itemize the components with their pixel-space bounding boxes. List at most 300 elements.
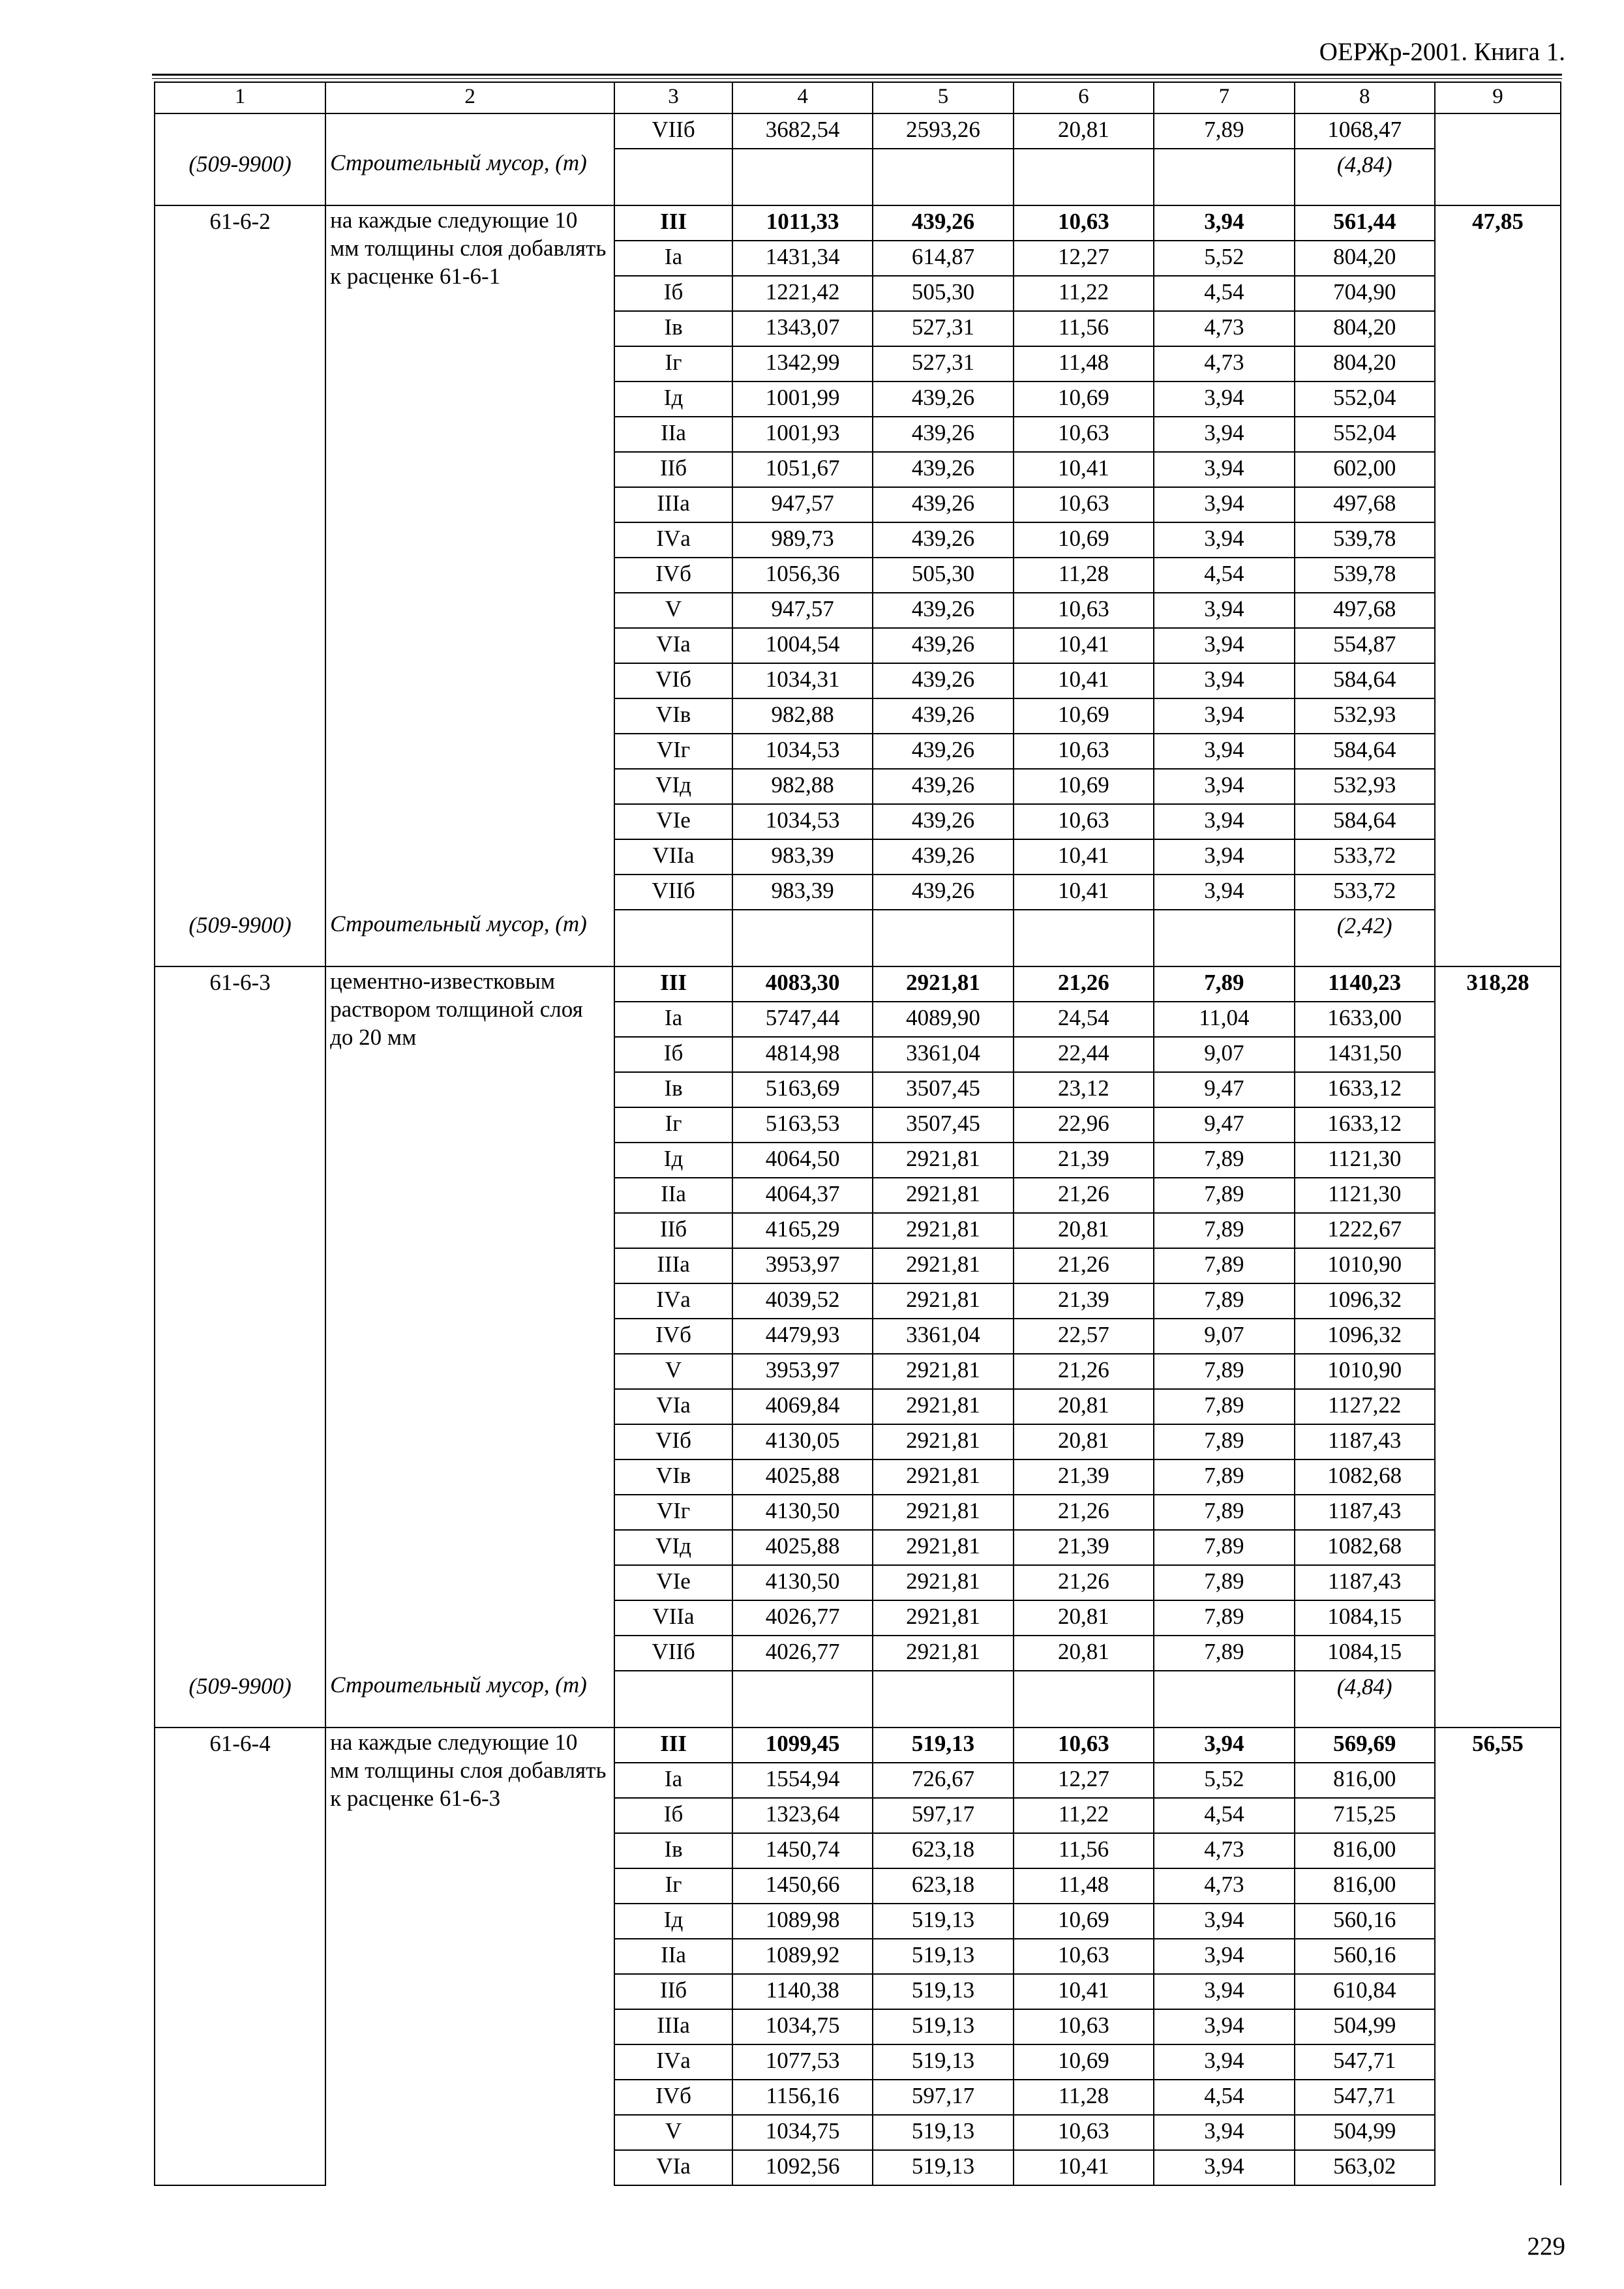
- value-cell: 1096,32: [1295, 1319, 1435, 1354]
- column-number: 5: [873, 82, 1013, 113]
- value-cell: 2921,81: [873, 1565, 1013, 1600]
- value-cell: 4064,50: [732, 1143, 873, 1178]
- zone-cell: Iв: [614, 1833, 732, 1868]
- value-cell: 4130,50: [732, 1565, 873, 1600]
- rate-code: 61-6-3: [155, 966, 325, 1002]
- debris-name: Строительный мусор, (т): [325, 149, 614, 205]
- value-cell: 1004,54: [732, 628, 873, 663]
- value-cell: 4064,37: [732, 1178, 873, 1213]
- value-cell: 7,89: [1154, 1143, 1294, 1178]
- rate-code: 61-6-4: [155, 1728, 325, 1763]
- value-cell: 5,52: [1154, 1763, 1294, 1798]
- value-cell: 10,41: [1014, 1974, 1154, 2009]
- zone-cell: Iг: [614, 1107, 732, 1143]
- value-cell: 4026,77: [732, 1600, 873, 1636]
- value-cell: 3361,04: [873, 1319, 1013, 1354]
- col9-cell: [1435, 910, 1561, 966]
- value-cell: 1011,33: [732, 205, 873, 241]
- value-cell: 21,26: [1014, 1248, 1154, 1283]
- value-cell: 7,89: [1154, 1565, 1294, 1600]
- rates-table-body: [155, 82, 1561, 2185]
- value-cell: 10,69: [1014, 522, 1154, 558]
- value-cell: 983,39: [732, 839, 873, 875]
- value-cell: 3,94: [1154, 487, 1294, 522]
- value-cell: 20,81: [1014, 1600, 1154, 1636]
- code-cell: [155, 1565, 325, 1600]
- zone-cell: Iа: [614, 241, 732, 276]
- zone-cell: VIв: [614, 1459, 732, 1495]
- value-cell: 2921,81: [873, 1424, 1013, 1459]
- document-header: ОЕРЖр-2001. Книга 1.: [1319, 38, 1565, 66]
- value-cell: 519,13: [873, 2009, 1013, 2044]
- code-cell: [155, 1283, 325, 1319]
- code-cell: [155, 2115, 325, 2150]
- zone-cell: V: [614, 2115, 732, 2150]
- value-cell: 21,26: [1014, 1565, 1154, 1600]
- value-cell: 10,63: [1014, 1728, 1154, 1763]
- value-cell: 3,94: [1154, 1904, 1294, 1939]
- value-cell: 1089,92: [732, 1939, 873, 1974]
- debris-code: (509-9900): [155, 149, 325, 205]
- value-cell: 7,89: [1154, 1354, 1294, 1389]
- value-cell: 11,28: [1014, 558, 1154, 593]
- value-cell: 439,26: [873, 522, 1013, 558]
- value-cell: 1187,43: [1295, 1495, 1435, 1530]
- value-cell: 2593,26: [873, 113, 1013, 149]
- value-cell: 1121,30: [1295, 1178, 1435, 1213]
- value-cell: 1077,53: [732, 2044, 873, 2080]
- value-cell: 11,04: [1154, 1002, 1294, 1037]
- value-cell: 983,39: [732, 875, 873, 910]
- value-cell: 3,94: [1154, 2044, 1294, 2080]
- value-cell: 3507,45: [873, 1072, 1013, 1107]
- value-cell: 804,20: [1295, 346, 1435, 382]
- debris-row: [155, 910, 1561, 966]
- value-cell: 2921,81: [873, 1530, 1013, 1565]
- value-cell: 584,64: [1295, 734, 1435, 769]
- code-cell: [155, 1495, 325, 1530]
- code-cell: [155, 1424, 325, 1459]
- zone-cell: Iб: [614, 1798, 732, 1833]
- value-cell: 982,88: [732, 769, 873, 804]
- zone-cell: Iд: [614, 382, 732, 417]
- code-cell: [155, 452, 325, 487]
- value-cell: 554,87: [1295, 628, 1435, 663]
- value-cell: 439,26: [873, 839, 1013, 875]
- zone-cell: VIе: [614, 804, 732, 839]
- value-cell: 11,28: [1014, 2080, 1154, 2115]
- value-cell: 21,26: [1014, 966, 1154, 1002]
- code-cell: [155, 593, 325, 628]
- value-cell: 7,89: [1154, 1636, 1294, 1671]
- value-cell: 4025,88: [732, 1530, 873, 1565]
- value-cell: 2921,81: [873, 966, 1013, 1002]
- value-cell: 527,31: [873, 346, 1013, 382]
- value-cell: 614,87: [873, 241, 1013, 276]
- code-cell: [155, 2150, 325, 2185]
- value-cell: 561,44: [1295, 205, 1435, 241]
- value-cell: 21,39: [1014, 1283, 1154, 1319]
- code-cell: [155, 804, 325, 839]
- value-cell: 4083,30: [732, 966, 873, 1002]
- zone-cell: IIIа: [614, 1248, 732, 1283]
- value-cell: 3,94: [1154, 769, 1294, 804]
- value-cell: 20,81: [1014, 1424, 1154, 1459]
- zone-cell: VIг: [614, 1495, 732, 1530]
- code-cell: [155, 1389, 325, 1424]
- value-cell: 1068,47: [1295, 113, 1435, 149]
- value-cell: 4,54: [1154, 2080, 1294, 2115]
- zone-cell: IVа: [614, 522, 732, 558]
- zone-cell: IIа: [614, 417, 732, 452]
- value-cell: 1010,90: [1295, 1354, 1435, 1389]
- value-cell: 439,26: [873, 769, 1013, 804]
- value-cell: 3682,54: [732, 113, 873, 149]
- zone-cell: V: [614, 1354, 732, 1389]
- value-cell: 804,20: [1295, 311, 1435, 346]
- code-cell: [155, 769, 325, 804]
- value-cell: 10,41: [1014, 839, 1154, 875]
- value-cell: 3,94: [1154, 2009, 1294, 2044]
- value-cell: 1001,99: [732, 382, 873, 417]
- value-cell: 10,69: [1014, 698, 1154, 734]
- value-cell: 532,93: [1295, 769, 1435, 804]
- page-number: 229: [1527, 2232, 1565, 2260]
- column-number-row: [155, 82, 1561, 113]
- value-cell: 2921,81: [873, 1459, 1013, 1495]
- value-cell: 5,52: [1154, 241, 1294, 276]
- value-cell: 3507,45: [873, 1107, 1013, 1143]
- value-cell: 3,94: [1154, 875, 1294, 910]
- value-cell: 623,18: [873, 1833, 1013, 1868]
- zone-cell: III: [614, 966, 732, 1002]
- code-cell: [155, 1072, 325, 1107]
- value-cell: 519,13: [873, 1974, 1013, 2009]
- value-cell: 2921,81: [873, 1354, 1013, 1389]
- value-cell: 505,30: [873, 558, 1013, 593]
- zone-cell: VIд: [614, 769, 732, 804]
- value-cell: 947,57: [732, 487, 873, 522]
- value-cell: 584,64: [1295, 804, 1435, 839]
- value-cell: 10,41: [1014, 663, 1154, 698]
- value-cell: 1121,30: [1295, 1143, 1435, 1178]
- value-cell: 7,89: [1154, 1530, 1294, 1565]
- value-cell: 569,69: [1295, 1728, 1435, 1763]
- value-cell: 3,94: [1154, 593, 1294, 628]
- code-cell: [155, 311, 325, 346]
- debris-amount: (2,42): [1295, 910, 1435, 966]
- empty-cell: [1154, 1671, 1294, 1728]
- code-cell: [155, 1002, 325, 1037]
- column-number: 4: [732, 82, 873, 113]
- value-cell: 2921,81: [873, 1248, 1013, 1283]
- value-cell: 5747,44: [732, 1002, 873, 1037]
- zone-cell: VIг: [614, 734, 732, 769]
- code-cell: [155, 346, 325, 382]
- header-rule-thin: [152, 78, 1562, 79]
- value-cell: 4,73: [1154, 1833, 1294, 1868]
- value-cell: 9,07: [1154, 1319, 1294, 1354]
- value-cell: 23,12: [1014, 1072, 1154, 1107]
- value-cell: 816,00: [1295, 1868, 1435, 1904]
- description-cell: [325, 113, 614, 149]
- debris-amount: (4,84): [1295, 1671, 1435, 1728]
- code-cell: [155, 734, 325, 769]
- value-cell: 4130,05: [732, 1424, 873, 1459]
- code-cell: [155, 487, 325, 522]
- value-cell: 1140,38: [732, 1974, 873, 2009]
- column-number: 1: [155, 82, 325, 113]
- zone-cell: IIIа: [614, 487, 732, 522]
- value-cell: 1082,68: [1295, 1459, 1435, 1495]
- code-cell: [155, 113, 325, 149]
- code-cell: [155, 1178, 325, 1213]
- value-cell: 4025,88: [732, 1459, 873, 1495]
- value-cell: 1140,23: [1295, 966, 1435, 1002]
- value-cell: 497,68: [1295, 487, 1435, 522]
- value-cell: 519,13: [873, 1728, 1013, 1763]
- value-cell: 5163,69: [732, 1072, 873, 1107]
- zone-cell: Iв: [614, 311, 732, 346]
- debris-amount: (4,84): [1295, 149, 1435, 205]
- col9-cell: [1435, 149, 1561, 205]
- debris-row: [155, 149, 1561, 205]
- value-cell: 4130,50: [732, 1495, 873, 1530]
- value-cell: 439,26: [873, 663, 1013, 698]
- value-cell: 9,07: [1154, 1037, 1294, 1072]
- value-cell: 20,81: [1014, 1213, 1154, 1248]
- value-cell: 439,26: [873, 804, 1013, 839]
- value-cell: 1034,53: [732, 734, 873, 769]
- value-cell: 610,84: [1295, 1974, 1435, 2009]
- code-cell: [155, 1530, 325, 1565]
- value-cell: 1034,53: [732, 804, 873, 839]
- column-number: 6: [1014, 82, 1154, 113]
- value-cell: 1221,42: [732, 276, 873, 311]
- code-cell: [155, 241, 325, 276]
- value-cell: 2921,81: [873, 1178, 1013, 1213]
- debris-code: (509-9900): [155, 1671, 325, 1728]
- zone-cell: Iд: [614, 1143, 732, 1178]
- zone-cell: VIд: [614, 1530, 732, 1565]
- code-cell: [155, 1939, 325, 1974]
- value-cell: 4,54: [1154, 276, 1294, 311]
- value-cell: 1096,32: [1295, 1283, 1435, 1319]
- value-cell: 497,68: [1295, 593, 1435, 628]
- zone-cell: III: [614, 1728, 732, 1763]
- value-cell: 10,69: [1014, 382, 1154, 417]
- value-cell: 10,63: [1014, 1939, 1154, 1974]
- value-cell: 4,54: [1154, 1798, 1294, 1833]
- code-cell: [155, 1354, 325, 1389]
- value-cell: 1127,22: [1295, 1389, 1435, 1424]
- zone-cell: IVб: [614, 2080, 732, 2115]
- value-cell: 726,67: [873, 1763, 1013, 1798]
- value-cell: 2921,81: [873, 1213, 1013, 1248]
- zone-cell: VIв: [614, 698, 732, 734]
- value-cell: 547,71: [1295, 2080, 1435, 2115]
- col9-cell: [1435, 113, 1561, 149]
- zone-cell: IVб: [614, 558, 732, 593]
- value-cell: 2921,81: [873, 1283, 1013, 1319]
- value-cell: 519,13: [873, 1904, 1013, 1939]
- value-cell: 1082,68: [1295, 1530, 1435, 1565]
- code-cell: [155, 628, 325, 663]
- value-cell: 7,89: [1154, 1495, 1294, 1530]
- value-cell: 533,72: [1295, 875, 1435, 910]
- value-cell: 11,56: [1014, 1833, 1154, 1868]
- value-cell: 505,30: [873, 276, 1013, 311]
- zone-cell: IVа: [614, 1283, 732, 1319]
- value-cell: 3,94: [1154, 839, 1294, 875]
- value-cell: 20,81: [1014, 1636, 1154, 1671]
- value-cell: 1222,67: [1295, 1213, 1435, 1248]
- value-cell: 1633,12: [1295, 1107, 1435, 1143]
- code-cell: [155, 1459, 325, 1495]
- value-cell: 1051,67: [732, 452, 873, 487]
- column-number: 9: [1435, 82, 1561, 113]
- value-cell: 1450,74: [732, 1833, 873, 1868]
- value-cell: 1084,15: [1295, 1600, 1435, 1636]
- value-cell: 704,90: [1295, 276, 1435, 311]
- value-cell: 1089,98: [732, 1904, 873, 1939]
- value-cell: 597,17: [873, 1798, 1013, 1833]
- value-cell: 1187,43: [1295, 1424, 1435, 1459]
- value-cell: 22,44: [1014, 1037, 1154, 1072]
- value-cell: 552,04: [1295, 382, 1435, 417]
- zone-cell: VIа: [614, 628, 732, 663]
- value-cell: 10,69: [1014, 769, 1154, 804]
- rate-description: цементно-известковым раствором толщиной слоя до 20 мм: [325, 966, 614, 1671]
- empty-cell: [873, 149, 1013, 205]
- column-number: 8: [1295, 82, 1435, 113]
- zone-cell: VIIб: [614, 113, 732, 149]
- code-cell: [155, 1833, 325, 1868]
- code-cell: [155, 1248, 325, 1283]
- value-cell: 804,20: [1295, 241, 1435, 276]
- zone-cell: IVа: [614, 2044, 732, 2080]
- value-cell: 1084,15: [1295, 1636, 1435, 1671]
- value-cell: 439,26: [873, 382, 1013, 417]
- value-cell: 7,89: [1154, 1459, 1294, 1495]
- rates-table: [154, 82, 1561, 2186]
- value-cell: 7,89: [1154, 1283, 1294, 1319]
- value-cell: 21,26: [1014, 1178, 1154, 1213]
- zone-cell: VIIа: [614, 839, 732, 875]
- value-cell: 4,73: [1154, 346, 1294, 382]
- zone-cell: VIа: [614, 1389, 732, 1424]
- value-cell: 1431,34: [732, 241, 873, 276]
- empty-cell: [732, 1671, 873, 1728]
- header-rule: [152, 74, 1562, 76]
- value-cell: 519,13: [873, 2150, 1013, 2185]
- col9-cell: [1435, 1671, 1561, 1728]
- value-cell: 10,41: [1014, 875, 1154, 910]
- value-cell: 2921,81: [873, 1636, 1013, 1671]
- value-cell: 10,63: [1014, 487, 1154, 522]
- value-cell: 7,89: [1154, 1248, 1294, 1283]
- empty-cell: [1014, 1671, 1154, 1728]
- value-cell: 982,88: [732, 698, 873, 734]
- value-cell: 7,89: [1154, 1424, 1294, 1459]
- value-cell: 7,89: [1154, 113, 1294, 149]
- value-cell: 1450,66: [732, 1868, 873, 1904]
- code-cell: [155, 276, 325, 311]
- value-cell: 1633,12: [1295, 1072, 1435, 1107]
- code-cell: [155, 875, 325, 910]
- zone-cell: IVб: [614, 1319, 732, 1354]
- value-cell: 539,78: [1295, 522, 1435, 558]
- empty-cell: [732, 149, 873, 205]
- zone-cell: VIб: [614, 1424, 732, 1459]
- value-cell: 21,39: [1014, 1143, 1154, 1178]
- zone-cell: IIб: [614, 1974, 732, 2009]
- zone-cell: IIб: [614, 452, 732, 487]
- code-cell: [155, 1107, 325, 1143]
- value-cell: 584,64: [1295, 663, 1435, 698]
- empty-cell: [1154, 910, 1294, 966]
- value-cell: 504,99: [1295, 2009, 1435, 2044]
- value-cell: 21,26: [1014, 1354, 1154, 1389]
- value-cell: 439,26: [873, 698, 1013, 734]
- column-number: 3: [614, 82, 732, 113]
- empty-cell: [1014, 910, 1154, 966]
- debris-name: Строительный мусор, (т): [325, 1671, 614, 1728]
- debris-code: (509-9900): [155, 910, 325, 966]
- code-cell: [155, 1143, 325, 1178]
- value-cell: 1431,50: [1295, 1037, 1435, 1072]
- zone-cell: Iа: [614, 1763, 732, 1798]
- value-cell: 10,63: [1014, 2009, 1154, 2044]
- value-cell: 11,22: [1014, 1798, 1154, 1833]
- value-cell: 3,94: [1154, 1728, 1294, 1763]
- debris-name: Строительный мусор, (т): [325, 910, 614, 966]
- column-number: 7: [1154, 82, 1294, 113]
- value-cell: 3,94: [1154, 804, 1294, 839]
- value-cell: 552,04: [1295, 417, 1435, 452]
- value-cell: 4039,52: [732, 1283, 873, 1319]
- value-cell: 1343,07: [732, 311, 873, 346]
- value-cell: 602,00: [1295, 452, 1435, 487]
- value-cell: 3,94: [1154, 522, 1294, 558]
- value-cell: 10,63: [1014, 593, 1154, 628]
- zone-cell: Iг: [614, 1868, 732, 1904]
- value-cell: 11,22: [1014, 276, 1154, 311]
- value-cell: 563,02: [1295, 2150, 1435, 2185]
- value-cell: 3953,97: [732, 1248, 873, 1283]
- value-cell: 2921,81: [873, 1389, 1013, 1424]
- empty-cell: [732, 910, 873, 966]
- code-cell: [155, 1798, 325, 1833]
- value-cell: 1099,45: [732, 1728, 873, 1763]
- value-cell: 7,89: [1154, 1600, 1294, 1636]
- value-cell: 4814,98: [732, 1037, 873, 1072]
- value-cell: 439,26: [873, 593, 1013, 628]
- zone-cell: VIа: [614, 2150, 732, 2185]
- rate-code: 61-6-2: [155, 205, 325, 241]
- zone-cell: VIIб: [614, 875, 732, 910]
- value-cell: 10,69: [1014, 1904, 1154, 1939]
- value-cell: 10,63: [1014, 417, 1154, 452]
- code-cell: [155, 1763, 325, 1798]
- code-cell: [155, 663, 325, 698]
- col9-value: 318,28: [1435, 966, 1561, 1671]
- value-cell: 20,81: [1014, 113, 1154, 149]
- debris-row: [155, 1671, 1561, 1728]
- empty-cell: [873, 1671, 1013, 1728]
- value-cell: 2921,81: [873, 1143, 1013, 1178]
- value-cell: 439,26: [873, 417, 1013, 452]
